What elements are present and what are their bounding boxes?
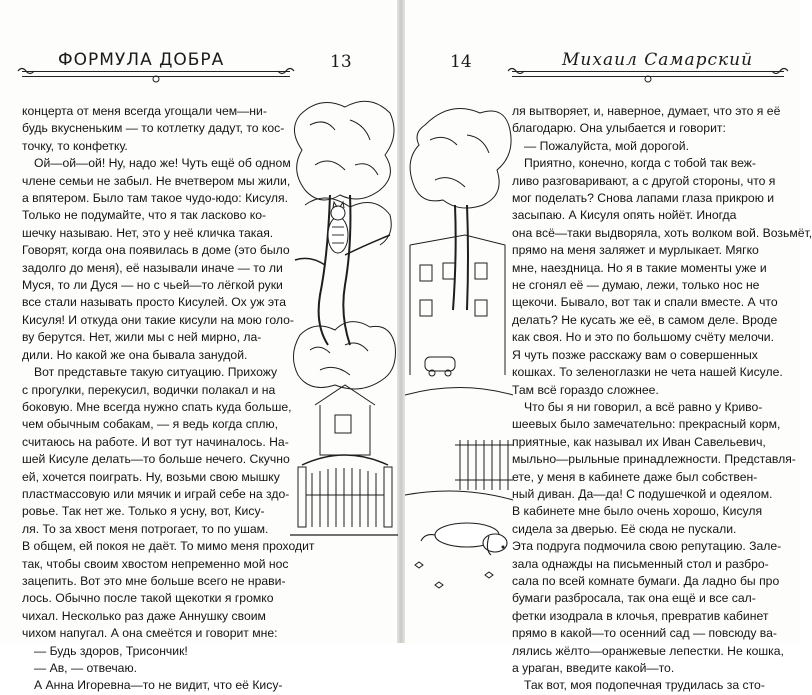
text-line: сидела за дверью. Её сюда не пускали. [512,521,737,536]
text-line: шеевых было замечательно: прекрасный корм, [512,417,781,432]
text-line: члене семьи не забыл. Не вчетвером мы жили, [22,173,291,188]
text-line: ете, у меня в кабинете даже был собствен- [512,469,758,484]
ornament-icon [16,66,36,76]
text-line: прямо в какой—то осенний сад — повсюду ва- [512,626,777,641]
text-line: шей Кисуле делать—то больше нечего. Скучно [22,452,290,467]
text-line: концерта от меня всегда угощали чем—ни- [22,104,267,118]
text-line: бумаги разбросала, так она ещё и все сал- [512,591,756,606]
left-page-number: 13 [330,52,352,72]
dog-icon [421,523,507,555]
text-line: Приятно, конечно, когда с тобой так веж- [524,156,756,171]
text-line: — Ав, — отвечаю. [34,661,137,675]
text-line: а ураган, введите какой—то. [512,661,675,675]
book-gutter [397,0,405,643]
text-line: Только не подумайте, что я так ласково ко- [22,208,267,223]
text-line: чем обычным собакам, — я ведь когда сплю, [22,417,279,432]
text-line: Я чуть позже расскажу вам о совершенных [512,347,758,362]
text-line: благодарю. Она улыбается и говорит: [512,121,726,136]
street-dog-illustration [405,95,513,640]
text-line: лялись жёлто—оранжевые лепестки. Не кошка, [512,643,784,658]
text-line: Что бы я ни говорил, а всё равно у Криво- [524,399,763,414]
text-line: она всё—таки выдворяла, хоть волком вой. Возьмёт, [512,225,812,240]
text-line: чихал. Несколько раз даже Аннушку своим [22,608,266,623]
text-line: зала однажды на письменный стол и разбро- [512,556,769,571]
text-line: Ой—ой—ой! Ну, надо же! Чуть ещё об одном [34,156,291,171]
text-line: Кисуля! И откуда они такие кисули на мою голо- [22,312,294,327]
text-line: щекочи. Бывало, вот так и спали вместе. А что [512,295,778,310]
text-line: ливо разговаривают, а с другой стороны, что я [512,173,776,188]
text-line: Вот представьте такую ситуацию. Прихожу [34,365,278,380]
ornament-icon [276,66,296,76]
text-line: считаюсь на работе. И вот тут начиналось. На- [22,434,289,449]
text-line: ля вытворяет, и, наверное, думает, что это я её [512,104,781,118]
right-page-number: 14 [450,52,472,72]
text-line: прямо на меня заляжет и мурлыкает. Мягко [512,243,759,258]
text-line: чихом напугал. А она смеётся и говорит мне: [22,626,278,641]
text-line: будь вкусненьким — то котлетку дадут, то кос- [22,121,285,136]
ornament-icon [146,74,166,84]
left-header-rule [22,71,290,77]
text-line: Муся, то ли Дуся — но с чьей—то лёгкой руки [22,278,283,293]
text-line: мог поделать? Снова лапами глаза прикрою и [512,191,775,206]
text-line: ей, хочется поиграть. Ну, возьми свою мышку [22,469,280,484]
text-line: дили. Но какой же она бывала занудой. [22,347,248,362]
text-line: В кабинете мне было очень хорошо, Кисуля [512,504,763,519]
right-header-rule [512,71,784,77]
text-line: сала по всей комнате бумаги. Да ладно бы про [512,573,780,588]
text-line: — Будь здоров, Трисончик! [34,643,188,658]
text-line: задолго до меня), её называли иначе — то ли [22,260,283,275]
text-line: зацепить. Вот это мне больше всего не нрави- [22,573,286,588]
text-line: ву берутся. Нет, жили мы с ней мирно, ла- [22,330,262,345]
text-line: А Анна Игоревна—то не видит, что её Кису- [34,678,283,693]
text-line: ля. То за хвост меня потрогает, то по ушам. [22,521,269,536]
text-line: фетки изодрала в клочья, превратив кабинет [512,608,769,623]
text-line: Эта подруга подмочила свою репутацию. Зале- [512,539,782,554]
text-line: точку, то конфетку. [22,138,128,153]
text-line: шечку называю. Нет, это у неё кличка такая. [22,225,274,240]
ornament-icon [506,66,526,76]
text-line: ный диван. Да—да! С подушечкой и одеялом. [512,486,773,501]
right-running-title: Михаил Самарский [562,50,754,70]
right-page-text [512,103,812,695]
left-running-title: ФОРМУЛА ДОБРА [58,50,225,70]
text-line: Там всё гораздо сложнее. [512,382,659,397]
text-line: приятные, как называл их Иван Савельевич, [512,434,766,449]
text-line: кошках. То зеленоглазки не чета нашей Кисуле. [512,365,783,380]
text-line: Так вот, моя подопечная трудилась за сто- [524,678,765,693]
text-line: не сгонял её — думаю, лежи, только нос не [512,278,760,293]
left-page-text [22,103,315,695]
text-line: — Пожалуйста, мой дорогой. [524,138,689,153]
text-line: боковую. Мне всегда нужно спать куда больше, [22,399,292,414]
text-line: В общем, ей покоя не даёт. То мимо меня проходит [22,539,315,554]
text-line: как своя. Но и это по большому счёту мелочи. [512,330,775,345]
text-line: так, чтобы своим хвостом непременно мой нос [22,556,289,571]
text-line: ровье. Так нет же. Только я усну, вот, Кису- [22,504,265,519]
text-line: Говорят, когда она появилась в доме (это было [22,243,290,258]
tree-cat-gate-illustration [290,95,398,640]
text-line: пластмассовую или мячик и играй себе на здо- [22,486,290,501]
ornament-icon [638,74,658,84]
text-line: мне, наездница. Но я в такие моменты уже и [512,260,767,275]
cat-icon [328,202,348,253]
text-line: все стали называть просто Кисулей. Ох уж эта [22,295,287,310]
text-line: засыпаю. А Кисуля опять нойёт. Иногда [512,208,737,223]
text-line: делать? Не кусать же её, в самом деле. Вроде [512,312,778,327]
text-line: с прогулки, перекусил, водички полакал и на [22,382,276,397]
text-line: мыльно—рыльные принадлежности. Представля- [512,452,796,467]
ornament-icon [770,66,790,76]
text-line: лось. Обычно после такой щекотки я громко [22,591,274,606]
text-line: а впятером. Было там такое чудо-юдо: Кисуля. [22,191,289,206]
